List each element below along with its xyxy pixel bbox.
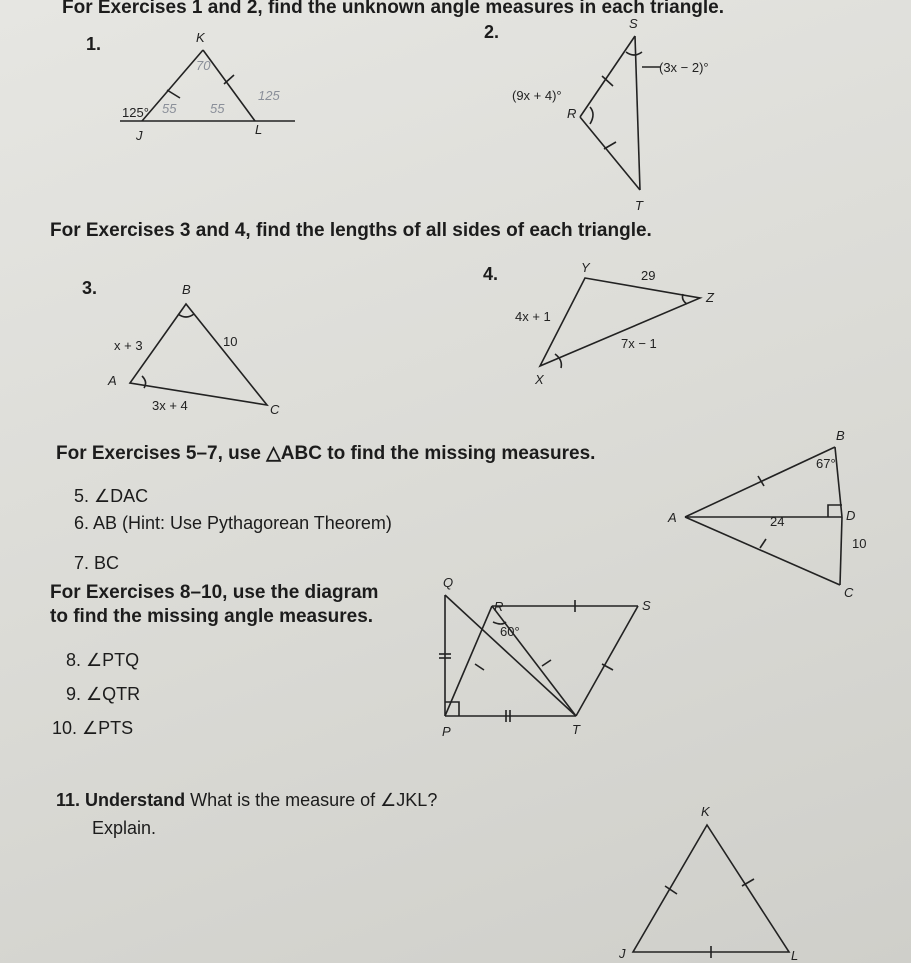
item-11-understand: Understand <box>85 790 186 810</box>
fig2-angle-r: (9x + 4)° <box>512 88 562 103</box>
figure-triangle-xyz-exercise-4 <box>505 258 735 398</box>
fig-abc-angle-b: 67° <box>816 456 836 471</box>
fig2-vertex-t: T <box>635 198 643 213</box>
fig3-vertex-b: B <box>182 282 191 297</box>
fig-jkl-vertex-k: K <box>701 804 710 819</box>
fig4-side-xy: 4x + 1 <box>515 309 551 324</box>
figure-triangle-abc-exercise-3 <box>100 278 300 428</box>
heading-exercises-5-7: For Exercises 5–7, use △ABC to find the missing measures. <box>56 443 596 464</box>
exercise-item-8: 8. ∠PTQ <box>66 650 140 670</box>
fig-pqrst-vertex-q: Q <box>443 575 454 590</box>
fig3-vertex-c: C <box>270 402 280 417</box>
fig1-pencil-55b: 55 <box>210 101 225 116</box>
fig1-vertex-k: K <box>196 30 205 45</box>
fig4-side-yz: 29 <box>641 268 656 283</box>
fig-abc-vertex-c: C <box>844 585 854 600</box>
exercise-number-4: 4. <box>483 264 499 284</box>
fig1-vertex-l: L <box>255 122 263 137</box>
fig-pqrst-vertex-r: R <box>494 599 504 614</box>
fig1-vertex-j: J <box>136 128 143 143</box>
fig1-angle-125: 125° <box>122 105 149 120</box>
fig-abc-vertex-a: A <box>668 510 677 525</box>
fig3-side-ab: x + 3 <box>114 338 143 353</box>
exercise-item-10: 10. ∠PTS <box>52 718 134 738</box>
exercise-item-6: 6. AB (Hint: Use Pythagorean Theorem) <box>74 513 392 533</box>
fig4-side-xz: 7x − 1 <box>621 336 657 351</box>
exercise-number-1: 1. <box>86 34 102 54</box>
fig4-vertex-x: X <box>535 372 544 387</box>
figure-triangle-srt-exercise-2 <box>500 14 740 214</box>
figure-triangle-jkl-exercise-1 <box>100 28 310 158</box>
exercise-number-3: 3. <box>82 278 98 298</box>
item-11-explain: Explain. <box>92 818 157 838</box>
exercise-number-2: 2. <box>484 22 500 42</box>
fig-abc-vertex-d: D <box>846 508 856 523</box>
item-11-number: 11. <box>56 790 81 810</box>
fig4-vertex-y: Y <box>581 260 590 275</box>
fig3-side-bc: 10 <box>223 334 238 349</box>
exercise-item-9: 9. ∠QTR <box>66 684 141 704</box>
fig4-vertex-z: Z <box>706 290 714 305</box>
fig2-angle-s: (3x − 2)° <box>659 60 709 75</box>
fig-abc-side-dc: 10 <box>852 536 867 551</box>
fig-abc-vertex-b: B <box>836 428 845 443</box>
fig1-pencil-125: 125 <box>258 88 280 103</box>
figure-quadrilateral-pqrst <box>420 570 670 745</box>
fig1-pencil-70: 70 <box>196 58 211 73</box>
heading-exercises-8-10-line2: to find the missing angle measures. <box>50 606 374 627</box>
figure-triangle-abc-exercises-5-7 <box>660 420 911 610</box>
heading-exercises-8-10-line1: For Exercises 8–10, use the diagram <box>50 582 379 603</box>
fig-jkl-vertex-l: L <box>791 948 799 963</box>
fig3-vertex-a: A <box>108 373 117 388</box>
fig-pqrst-vertex-t: T <box>572 722 580 737</box>
fig-pqrst-vertex-p: P <box>442 724 451 739</box>
heading-exercises-1-2: For Exercises 1 and 2, find the unknown angle measures in each triangle. <box>62 0 725 18</box>
heading-exercises-3-4: For Exercises 3 and 4, find the lengths of all sides of each triangle. <box>50 220 652 241</box>
fig1-pencil-55a: 55 <box>162 101 177 116</box>
figure-triangle-jkl-exercise-11 <box>615 800 835 963</box>
exercise-item-7: 7. BC <box>74 553 120 573</box>
fig-abc-side-ad: 24 <box>770 514 785 529</box>
fig3-side-ac: 3x + 4 <box>152 398 188 413</box>
fig-pqrst-angle-60: 60° <box>500 624 520 639</box>
fig-jkl-vertex-j: J <box>619 946 626 961</box>
fig2-vertex-r: R <box>567 106 577 121</box>
fig2-vertex-s: S <box>629 16 638 31</box>
exercise-item-11 <box>56 790 437 811</box>
exercise-item-5: 5. ∠DAC <box>74 486 149 506</box>
fig-pqrst-vertex-s: S <box>642 598 651 613</box>
item-11-question: What is the measure of ∠JKL? <box>190 790 438 810</box>
